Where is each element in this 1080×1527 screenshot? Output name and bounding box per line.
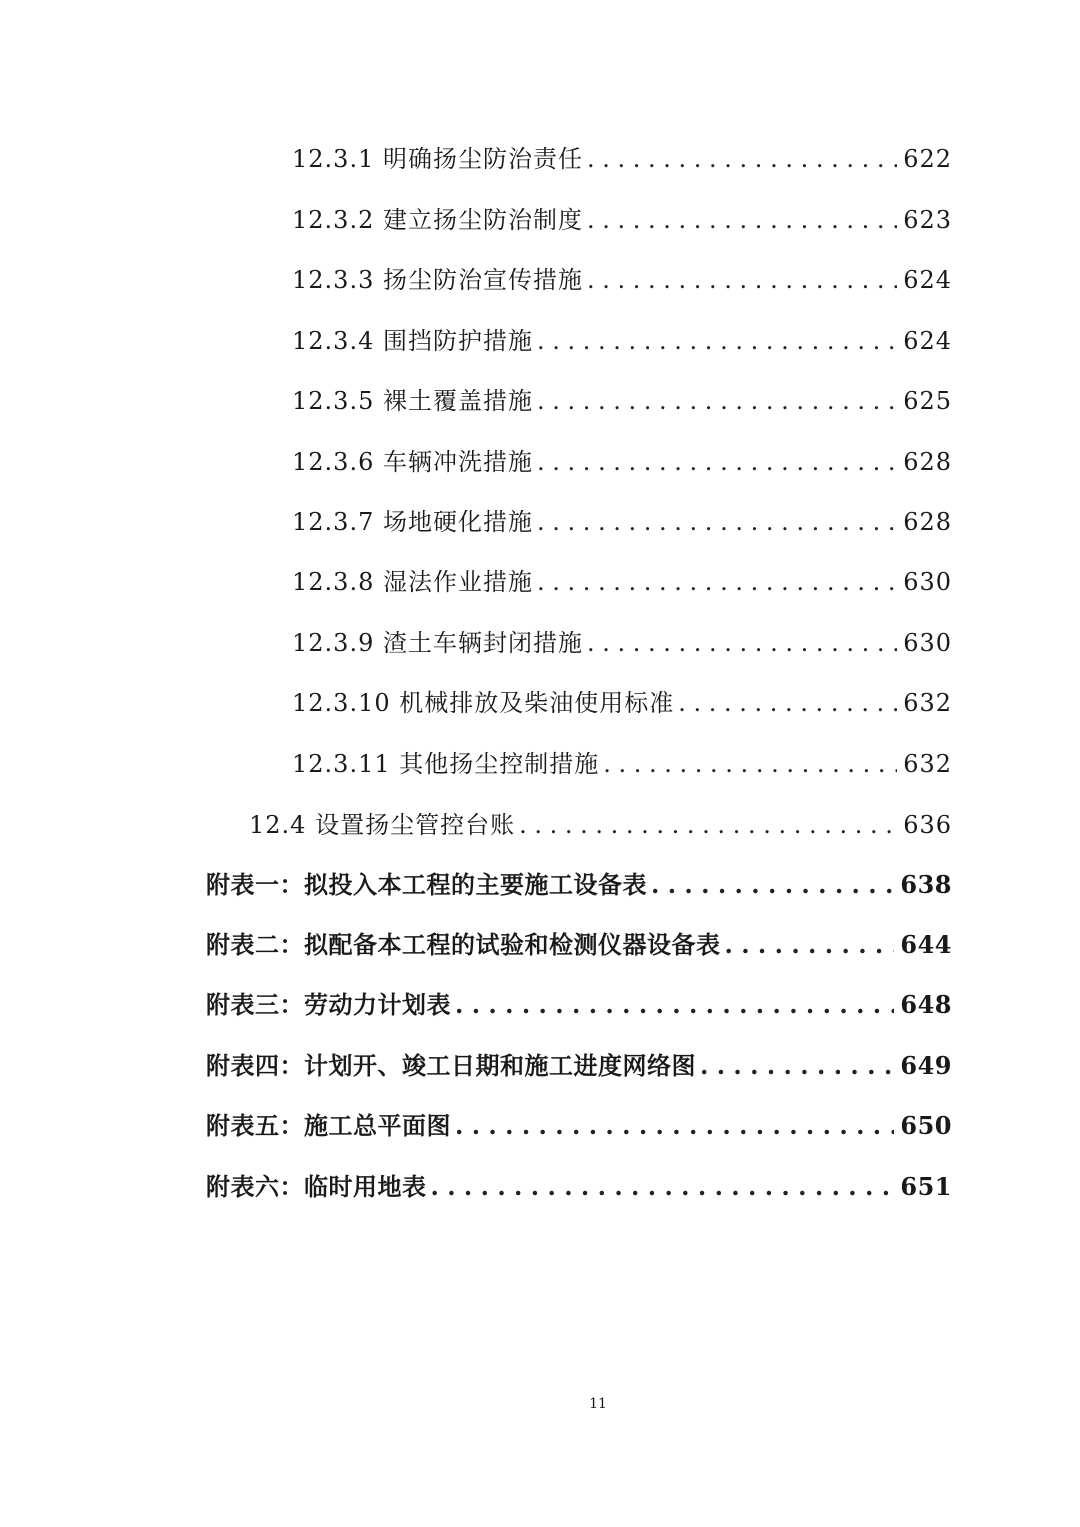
toc-entry[interactable] [206,1167,952,1207]
toc-entry-title: 附表二：拟配备本工程的试验和检测仪器设备表 [206,930,721,959]
toc-entry-title: 12.3.1 明确扬尘防治责任 [292,145,583,173]
toc-entry-title: 附表三：劳动力计划表 [206,990,451,1019]
toc-entry-page: 644 [900,930,952,959]
toc-entry-title: 附表一：拟投入本工程的主要施工设备表 [206,870,647,899]
toc-entry-title: 12.4 设置扬尘管控台账 [249,811,516,839]
toc-entry-title: 12.3.6 车辆冲洗措施 [292,448,533,476]
toc-entry-page: 636 [903,811,952,839]
toc-entry-page: 650 [900,1111,952,1140]
toc-dot-leader [603,744,897,784]
toc-dot-leader [587,139,897,179]
toc-entry-title: 12.3.4 围挡防护措施 [292,327,533,355]
toc-entry-page: 628 [903,448,952,476]
toc-entry-page: 630 [903,629,952,657]
toc-dot-leader [678,683,897,723]
toc-entry-page: 628 [903,508,952,536]
toc-entry[interactable] [292,623,952,663]
toc-dot-leader [587,260,897,300]
toc-entry[interactable] [292,381,952,421]
toc-entry-page: 632 [903,689,952,717]
toc-entry-title: 附表五：施工总平面图 [206,1111,451,1140]
toc-entry-title: 12.3.11 其他扬尘控制措施 [292,750,600,778]
toc-entry[interactable] [206,865,952,905]
toc-entry-page: 651 [900,1172,952,1201]
toc-dot-leader [725,925,895,965]
toc-entry[interactable] [292,502,952,542]
toc-dot-leader [431,1167,895,1207]
toc-entry[interactable] [292,260,952,300]
toc-dot-leader [651,865,894,905]
toc-entry[interactable] [292,442,952,482]
toc-entry-page: 625 [903,387,952,415]
toc-dot-leader [455,985,894,1025]
toc-dot-leader [537,442,897,482]
toc-entry-page: 638 [900,870,952,899]
toc-entry-title: 12.3.7 场地硬化措施 [292,508,533,536]
toc-entry-title: 12.3.9 渣土车辆封闭措施 [292,629,583,657]
toc-entry-title: 12.3.8 湿法作业措施 [292,568,533,596]
toc-entry-page: 624 [903,327,952,355]
toc-entry-page: 630 [903,568,952,596]
toc-dot-leader [455,1106,894,1146]
toc-entry-title: 12.3.3 扬尘防治宣传措施 [292,266,583,294]
toc-entry[interactable] [206,1046,952,1086]
toc-entry[interactable] [292,562,952,602]
toc-dot-leader [537,562,897,602]
toc-entry[interactable] [292,744,952,784]
toc-entry[interactable] [292,683,952,723]
toc-entry[interactable] [206,1106,952,1146]
toc-entry-title: 12.3.5 裸土覆盖措施 [292,387,533,415]
toc-entry[interactable] [249,805,952,845]
toc-entry-title: 附表四：计划开、竣工日期和施工进度网络图 [206,1051,696,1080]
toc-entry-title: 附表六：临时用地表 [206,1172,427,1201]
toc-entry-page: 648 [900,990,952,1019]
toc-entry-page: 632 [903,750,952,778]
toc-entry[interactable] [206,985,952,1025]
toc-dot-leader [537,321,897,361]
toc-entry-title: 12.3.2 建立扬尘防治制度 [292,206,583,234]
toc-dot-leader [537,381,897,421]
toc-dot-leader [700,1046,894,1086]
toc-entry[interactable] [206,925,952,965]
toc-entry-title: 12.3.10 机械排放及柴油使用标准 [292,689,675,717]
toc-entry[interactable] [292,321,952,361]
toc-dot-leader [587,623,897,663]
toc-dot-leader [537,502,897,542]
page-number: 11 [589,1396,607,1412]
toc-dot-leader [587,200,897,240]
toc-entry-page: 649 [900,1051,952,1080]
toc-dot-leader [519,805,897,845]
toc-entry-page: 622 [903,145,952,173]
toc-entry[interactable] [292,139,952,179]
toc-entry-page: 624 [903,266,952,294]
toc-entry-page: 623 [903,206,952,234]
toc-entry[interactable] [292,200,952,240]
